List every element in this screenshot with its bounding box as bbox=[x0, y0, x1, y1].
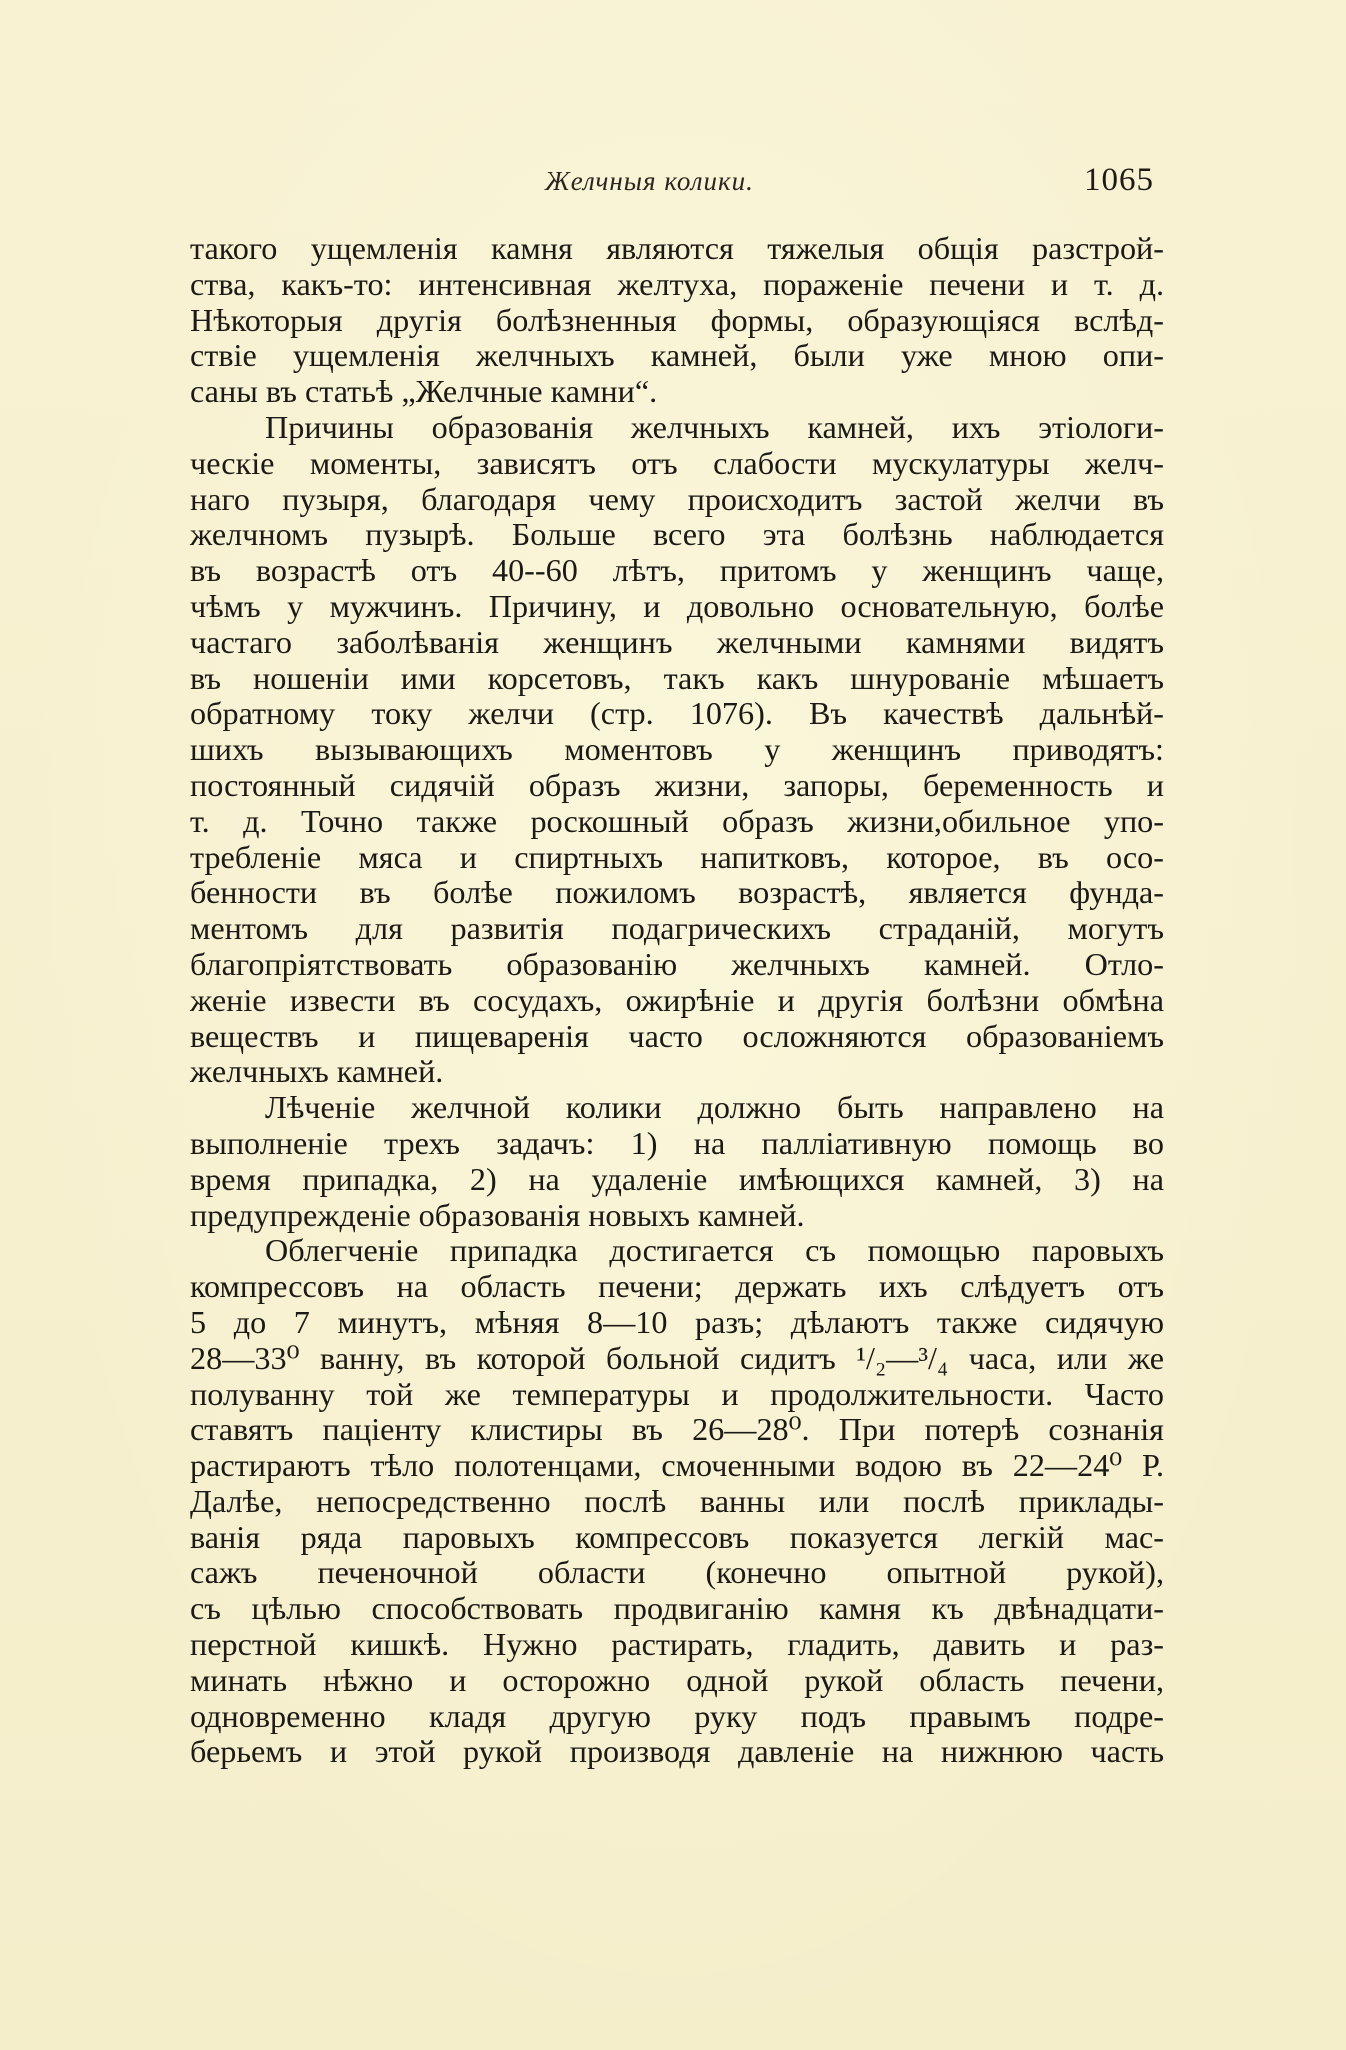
text-line: ческіе моменты, зависятъ отъ слабости мускулатуры желч- bbox=[190, 444, 1164, 481]
text-line: постоянный сидячій образъ жизни, запоры, беременность и bbox=[190, 766, 1164, 803]
text-line: саны въ статьѣ „Желчные камни“. bbox=[190, 373, 658, 410]
text-line: ментомъ для развитія подагрическихъ страданій, могутъ bbox=[190, 910, 1164, 947]
text-line: время припадка, 2) на удаленіе имѣющихся камней, 3) на bbox=[190, 1160, 1164, 1197]
text-line: наго пузыря, благодаря чему происходитъ застой желчи въ bbox=[190, 480, 1164, 517]
text-line: такого ущемленія камня являются тяжелыя общія разстрой- bbox=[190, 230, 1164, 266]
text-line: обратному току желчи (стр. 1076). Въ качествѣ дальнѣй- bbox=[190, 695, 1164, 732]
text-line: Нѣкоторыя другія болѣзненныя формы, образующіяся вслѣд- bbox=[190, 301, 1164, 338]
text-line: ставятъ паціенту клистиры въ 26—28⁰. При потерѣ сознанія bbox=[190, 1411, 1164, 1448]
body-text bbox=[190, 231, 1164, 1770]
text-line: чѣмъ у мужчинъ. Причину, и довольно основательную, болѣе bbox=[190, 587, 1164, 624]
text-line: одновременно кладя другую руку подъ правымъ подре- bbox=[190, 1697, 1164, 1734]
text-line: ванія ряда паровыхъ компрессовъ показуется легкій мас- bbox=[190, 1518, 1164, 1555]
text-line: требленіе мяса и спиртныхъ напитковъ, которое, въ осо- bbox=[190, 838, 1164, 875]
running-header bbox=[0, 160, 1346, 210]
paragraph-first-line: Лѣченіе желчной колики должно быть направлено на bbox=[265, 1089, 1164, 1126]
running-title: Желчныя колики. bbox=[545, 166, 754, 196]
text-line: желчныхъ камней. bbox=[190, 1053, 444, 1090]
text-line: бенности въ болѣе пожиломъ возрастѣ, является фунда- bbox=[190, 874, 1164, 911]
text-line: сажъ печеночной области (конечно опытной рукой), bbox=[190, 1554, 1164, 1591]
text-line: растираютъ тѣло полотенцами, смоченными водою въ 22—24⁰ Р. bbox=[190, 1447, 1164, 1484]
paragraph-first-line: Причины образованія желчныхъ камней, ихъ этіологи- bbox=[265, 408, 1164, 445]
page-number: 1065 bbox=[1084, 162, 1154, 198]
text-line: минать нѣжно и осторожно одной рукой область печени, bbox=[190, 1661, 1164, 1698]
text-line: компрессовъ на область печени; держать ихъ слѣдуетъ отъ bbox=[190, 1268, 1164, 1305]
text-line: берьемъ и этой рукой производя давленіе на нижнюю часть bbox=[190, 1733, 1164, 1770]
text-line: въ возрастѣ отъ 40--60 лѣтъ, притомъ у женщинъ чаще, bbox=[190, 552, 1164, 589]
text-line: т. д. Точно также роскошный образъ жизни,обильное упо- bbox=[190, 802, 1164, 839]
paragraph-first-line: Облегченіе припадка достигается съ помощью паровыхъ bbox=[265, 1232, 1164, 1269]
text-line: 5 до 7 минутъ, мѣняя 8—10 разъ; дѣлаютъ также сидячую bbox=[190, 1303, 1164, 1340]
text-line: съ цѣлью способствовать продвиганію камня къ двѣнадцати- bbox=[190, 1590, 1164, 1627]
text-line: женіе извести въ сосудахъ, ожирѣніе и другія болѣзни обмѣна bbox=[190, 981, 1164, 1018]
text-line: Далѣе, непосредственно послѣ ванны или послѣ приклады- bbox=[190, 1482, 1164, 1519]
text-line: полуванну той же температуры и продолжительности. Часто bbox=[190, 1375, 1164, 1412]
text-line: благопріятствовать образованію желчныхъ камней. Отло- bbox=[190, 945, 1164, 982]
text-line: выполненіе трехъ задачъ: 1) на палліативную помощь во bbox=[190, 1124, 1164, 1161]
text-line: ствіе ущемленія желчныхъ камней, были уже мною опи- bbox=[190, 337, 1164, 374]
text-line: веществъ и пищеваренія часто осложняются образованіемъ bbox=[190, 1017, 1164, 1054]
text-line: перстной кишкѣ. Нужно растирать, гладить, давить и раз- bbox=[190, 1626, 1164, 1663]
text-line: предупрежденіе образованія новыхъ камней. bbox=[190, 1196, 805, 1233]
text-line: ства, какъ-то: интенсивная желтуха, пораженіе печени и т. д. bbox=[190, 265, 1164, 302]
text-line: 28—33⁰ ванну, въ которой больной сидитъ ¹/₂—³/₄ часа, или же bbox=[190, 1339, 1164, 1376]
text-line: въ ношеніи ими корсетовъ, такъ какъ шнурованіе мѣшаетъ bbox=[190, 659, 1164, 696]
text-line: шихъ вызывающихъ моментовъ у женщинъ приводятъ: bbox=[190, 731, 1164, 768]
text-line: частаго заболѣванія женщинъ желчными камнями видятъ bbox=[190, 623, 1164, 660]
text-line: желчномъ пузырѣ. Больше всего эта болѣзнь наблюдается bbox=[190, 516, 1164, 553]
